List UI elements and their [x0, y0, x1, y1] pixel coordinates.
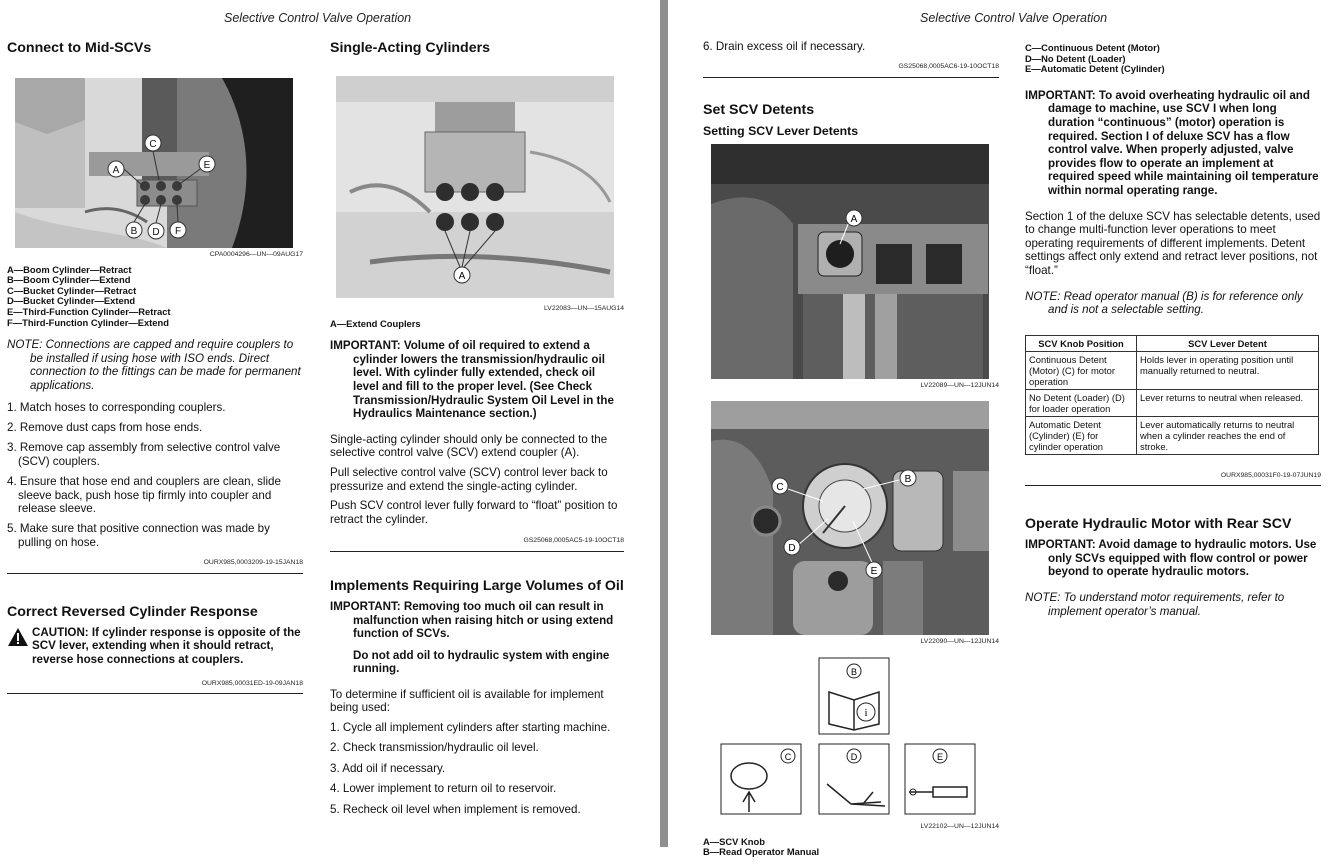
table-cell: Holds lever in operating position until manually returned to neutral. [1137, 351, 1319, 389]
single-acting-title: Single-Acting Cylinders [330, 40, 491, 56]
mid-scvs-note: NOTE: Connections are capped and require couplers to be installed if using hose with ISO ends. Direct connection to the fittings can be made for permanent applications. [7, 338, 301, 392]
symbol-c-label: C [784, 752, 792, 763]
mid-scvs-title: Connect to Mid-SCVs [7, 40, 152, 56]
large-volumes-steps [330, 721, 624, 816]
callout-c: C [776, 481, 784, 493]
callout-c: C [149, 139, 157, 150]
legend-item: C—Continuous Detent (Motor) [1025, 42, 1160, 53]
list-item: 4. Ensure that hose end and couplers are clean, slide sleeve back, push hose tip firmly into coupler and release sleeve. [7, 475, 281, 515]
legend-item: B—Read Operator Manual [703, 846, 820, 858]
legend-item: A—SCV Knob [703, 835, 765, 847]
left-page [0, 0, 660, 847]
single-acting-para: Pull selective control valve (SCV) control lever back to pressurize and extend the single-acting cylinder. [330, 465, 608, 493]
caution-icon [7, 627, 29, 647]
detents-subtitle: Setting SCV Lever Detents [703, 124, 859, 138]
single-acting-important: IMPORTANT: Volume of oil required to extend a cylinder lowers the transmission/hydraulic oil level. With cylinder fully extended, check oil level and fill to the proper level. (See Check Transmission/Hydraulic System Oil Level in the Hydraulics Maintenance section.) [330, 339, 614, 421]
detents-title: Set SCV Detents [703, 102, 815, 118]
motor-important: IMPORTANT: Avoid damage to hydraulic motors. Use only SCVs equipped with flow control or power beyond to operate hydraulic motors. [1025, 538, 1317, 579]
right-page [668, 0, 1335, 858]
large-volumes-important: IMPORTANT: Removing too much oil can result in malfunction when raising hitch or using extend function of SCVs. [330, 599, 614, 641]
callout-a: A [112, 165, 120, 176]
legend-item: B—Boom Cylinder—Extend [7, 274, 131, 286]
callout-e: E [203, 160, 211, 171]
callout-d: D [152, 227, 160, 238]
single-acting-figure [330, 62, 624, 302]
detent-table [1025, 335, 1319, 455]
callout-d: D [788, 542, 796, 554]
symbol-b-label: B [850, 667, 858, 678]
detents-important: IMPORTANT: To avoid overheating hydraulic oil and damage to machine, use SCV I when long duration “continuous” (motor) operation is required. Section I of deluxe SCV has a flow control valve. When properly adjusted, valve provides flow to operate an implement at required speed while maintaining oil temperature within normal operating range. [1025, 88, 1319, 197]
table-row [1026, 389, 1319, 416]
legend-item: E—Automatic Detent (Cylinder) [1025, 63, 1165, 75]
legend-item: D—Bucket Cylinder—Extend [7, 295, 136, 307]
column-header: SCV Knob Position [1026, 335, 1137, 351]
caution-text: CAUTION: If cylinder response is opposite of the SCV lever, extending when it should retract, reverse hose connections at couplers. [32, 625, 301, 666]
table-cell: No Detent (Loader) (D) for loader operation [1026, 389, 1137, 416]
single-acting-legend: A—Extend Couplers [330, 317, 421, 329]
callout-a: A [850, 214, 858, 225]
symbol-d-label: D [850, 752, 858, 763]
callout-a: A [458, 271, 466, 282]
detents-legend [703, 837, 999, 858]
reversed-ref: OURX985,00031ED-19-09JAN18 [7, 677, 303, 695]
detents-para: Section 1 of the deluxe SCV has selectable detents, used to change multi-function lever operations to meet operating requirements of different implements. Detent settings affect only extend and retract lever positions, not “float.” [1025, 209, 1321, 277]
drain-step-list [703, 40, 999, 53]
list-item: 4. Lower implement to return oil to reservoir. [330, 782, 557, 796]
left-column-1 [7, 40, 303, 694]
detents-legend-continued [1025, 43, 1321, 75]
single-acting-para: Push SCV control lever fully forward to “float” position to retract the cylinder. [330, 499, 618, 526]
motor-title: Operate Hydraulic Motor with Rear SCV [1025, 516, 1292, 533]
list-item: 3. Add oil if necessary. [330, 761, 446, 775]
mid-scvs-steps [7, 401, 303, 550]
mid-scvs-figure [7, 62, 301, 248]
mid-scvs-figure-code: CPA0004296—UN—09AUG17 [209, 251, 303, 258]
reversed-title: Correct Reversed Cylinder Response [7, 603, 258, 620]
info-icon: i [864, 707, 868, 720]
list-item: 6. Drain excess oil if necessary. [703, 40, 866, 53]
mid-scvs-legend [7, 265, 303, 329]
right-column-1 [703, 40, 999, 868]
running-head: Selective Control Valve Operation [224, 11, 412, 25]
callout-f: F [174, 226, 182, 237]
table-cell: Lever returns to neutral when released. [1137, 389, 1319, 416]
detent-symbols-figure [703, 654, 997, 820]
right-column-2 [1025, 43, 1321, 624]
large-volumes-important-2: Do not add oil to hydraulic system with engine running. [353, 648, 610, 676]
mid-scvs-ref: OURX985,0003209-19-15JAN18 [7, 556, 303, 574]
running-head: Selective Control Valve Operation [920, 11, 1108, 25]
legend-item: A—Boom Cylinder—Retract [7, 263, 132, 275]
table-row [1026, 416, 1319, 454]
legend-item: E—Third-Function Cylinder—Retract [7, 305, 171, 317]
callout-b: B [904, 473, 912, 485]
list-item: 1. Cycle all implement cylinders after starting machine. [330, 721, 611, 735]
large-volumes-title: Implements Requiring Large Volumes of Oil [330, 577, 624, 594]
scv-detent-figure-code: LV22090—UN—12JUN14 [920, 637, 999, 645]
table-cell: Lever automatically returns to neutral when a cylinder reaches the end of stroke. [1137, 416, 1319, 454]
large-volumes-intro: To determine if sufficient oil is available for implement being used: [330, 687, 604, 715]
table-row [1026, 351, 1319, 389]
list-item: 5. Recheck oil level when implement is removed. [330, 802, 581, 816]
table-cell: Continuous Detent (Motor) (C) for motor operation [1026, 351, 1137, 389]
single-acting-ref: GS25068,0005AC5-19-10OCT18 [330, 534, 624, 552]
table-cell: Automatic Detent (Cylinder) (E) for cylinder operation [1026, 416, 1137, 454]
page-divider [660, 0, 668, 847]
legend-item: C—Bucket Cylinder—Retract [7, 284, 137, 296]
motor-note: NOTE: To understand motor requirements, refer to implement operator’s manual. [1025, 591, 1285, 618]
callout-b: B [130, 226, 138, 237]
list-item: 2. Remove dust caps from hose ends. [7, 420, 203, 434]
column-header: SCV Lever Detent [1137, 335, 1319, 351]
drain-ref: GS25068,0005AC6-19-10OCT18 [703, 60, 999, 78]
scv-detent-figure [703, 401, 997, 635]
left-column-2 [330, 40, 624, 823]
detents-note: NOTE: Read operator manual (B) is for reference only and is not a selectable setting. [1025, 289, 1303, 317]
detents-ref: OURX985,00031F0-19-07JUN19 [1025, 469, 1321, 487]
table-header-row [1026, 335, 1319, 351]
scv-knob-figure [703, 144, 997, 379]
list-item: 5. Make sure that positive connection was made by pulling on hose. [7, 522, 270, 549]
symbol-e-label: E [936, 752, 944, 763]
scv-knob-figure-code: LV22089—UN—12JUN14 [920, 382, 999, 389]
reversed-caution [7, 626, 303, 667]
legend-item: F—Third-Function Cylinder—Extend [7, 316, 169, 328]
legend-item: D—No Detent (Loader) [1025, 52, 1126, 64]
single-acting-figure-code: LV22083—UN—15AUG14 [544, 305, 624, 312]
single-acting-para: Single-acting cylinder should only be connected to the selective control valve (SCV) extend coupler (A). [330, 432, 608, 460]
detent-symbols-figure-code: LV22102—UN—12JUN14 [920, 823, 999, 831]
list-item: 3. Remove cap assembly from selective control valve (SCV) couplers. [7, 441, 281, 468]
list-item: 1. Match hoses to corresponding couplers. [7, 400, 226, 414]
callout-e: E [870, 565, 878, 577]
list-item: 2. Check transmission/hydraulic oil level. [330, 741, 539, 755]
